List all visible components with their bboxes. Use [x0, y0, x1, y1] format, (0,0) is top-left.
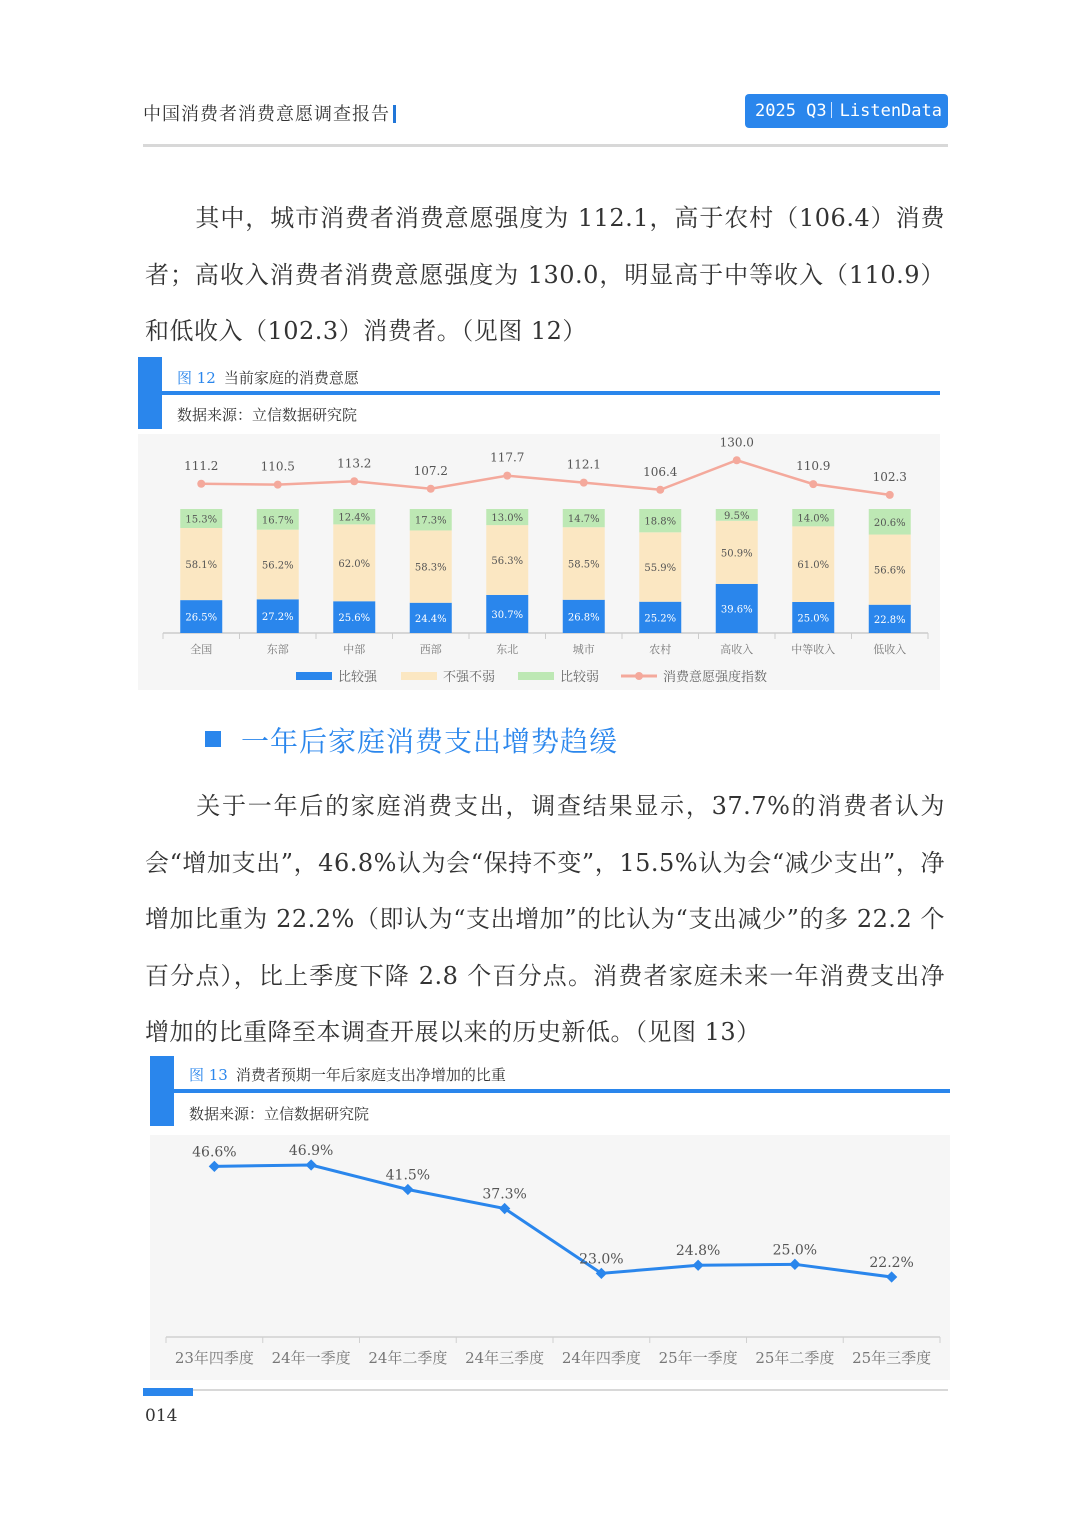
bar-data-label: 25.6% [338, 613, 371, 625]
data-point [305, 1159, 316, 1170]
figure13-rule [174, 1089, 950, 1093]
figure12-rule [162, 391, 940, 395]
header-divider [143, 144, 948, 147]
index-data-label: 110.5 [260, 459, 295, 474]
figure12-header [138, 357, 940, 429]
bar-data-label: 24.4% [414, 613, 447, 625]
figure13-number: 图 13 [189, 1066, 228, 1084]
x-tick-label: 24年一季度 [271, 1349, 351, 1367]
index-point [503, 472, 511, 480]
index-data-label: 130.0 [719, 435, 754, 450]
bar-data-label: 30.7% [491, 609, 524, 621]
bar-data-label: 56.6% [873, 565, 906, 577]
data-label: 37.3% [482, 1186, 527, 1203]
x-tick-label: 西部 [419, 643, 442, 656]
bar-data-label: 12.4% [338, 512, 371, 524]
bar-data-label: 9.5% [724, 510, 750, 522]
bar-data-label: 56.3% [491, 556, 524, 568]
badge-separator [831, 102, 832, 118]
legend-label: 比较强 [338, 670, 378, 685]
footer-divider [143, 1389, 948, 1391]
index-data-label: 102.3 [872, 469, 907, 484]
bar-data-label: 62.0% [338, 558, 371, 570]
index-point [580, 479, 588, 487]
index-data-label: 107.2 [413, 463, 448, 478]
report-title: 中国消费者消费意愿调查报告 [143, 100, 396, 126]
bar-data-label: 15.3% [185, 514, 218, 526]
bar-data-label: 22.8% [873, 614, 906, 626]
x-tick-label: 中等收入 [791, 643, 836, 656]
x-tick-label: 东北 [496, 643, 519, 656]
page-number: 014 [145, 1406, 178, 1426]
x-tick-label: 24年四季度 [561, 1349, 641, 1367]
x-tick-label: 25年一季度 [658, 1349, 738, 1367]
figure13-header [150, 1056, 950, 1126]
index-data-label: 117.7 [490, 450, 525, 465]
data-label: 46.6% [192, 1144, 237, 1161]
data-point [789, 1259, 800, 1270]
index-point [809, 480, 817, 488]
section-heading-text: 一年后家庭消费支出增势趋缓 [241, 725, 619, 758]
title-accent-bar [393, 105, 396, 123]
paragraph-2: 关于一年后的家庭消费支出，调查结果显示，37.7%的消费者认为会“增加支出”，46.8%认为会“保持不变”，15.5%认为会“减少支出”，净增加比重为 22.2%（即认为“支出增加”的比认为“支出减少”的多 22.2 个百分点），比上季度下降 2.8 个百分点。消费者家庭未来一年消费支出净增加的比重降至本调查开展以来的历史新低。（见图 13） [145, 792, 945, 1046]
legend-swatch [518, 672, 554, 680]
index-point [197, 480, 205, 488]
index-point [274, 481, 282, 489]
bar-data-label: 55.9% [644, 563, 677, 575]
data-label: 24.8% [675, 1243, 721, 1260]
legend-label: 消费意愿强度指数 [663, 670, 768, 685]
data-label: 41.5% [385, 1167, 431, 1184]
bar-data-label: 14.7% [567, 514, 600, 526]
bar-data-label: 58.5% [567, 559, 600, 571]
data-label: 23.0% [579, 1251, 624, 1268]
bar-data-label: 27.2% [261, 612, 294, 624]
data-point [209, 1161, 220, 1172]
x-tick-label: 高收入 [720, 643, 754, 656]
x-tick-label: 东部 [266, 643, 289, 656]
x-tick-label: 低收入 [873, 643, 907, 656]
index-data-label: 106.4 [643, 464, 678, 479]
badge-brand: ListenData [839, 101, 942, 121]
data-label: 46.9% [288, 1142, 334, 1159]
legend-label: 不强不弱 [443, 670, 496, 685]
bar-data-label: 17.3% [414, 515, 447, 527]
index-point [886, 491, 894, 499]
period-badge [745, 94, 948, 128]
bar-data-label: 58.1% [185, 560, 218, 572]
bar-data-label: 14.0% [797, 513, 830, 525]
figure13-side-bar [150, 1056, 174, 1126]
index-point [427, 485, 435, 493]
bar-data-label: 13.0% [491, 513, 524, 525]
data-label: 22.2% [869, 1255, 914, 1272]
figure13-title: 图 13 消费者预期一年后家庭支出净增加的比重 [189, 1066, 506, 1084]
bar-data-label: 50.9% [720, 548, 753, 560]
footer-accent-bar [143, 1388, 193, 1396]
figure12-title: 图 12 当前家庭的消费意愿 [177, 369, 359, 387]
bar-data-label: 56.2% [261, 560, 294, 572]
bar-data-label: 20.6% [873, 517, 906, 529]
x-tick-label: 农村 [649, 643, 672, 656]
badge-period: 2025 Q3 [754, 101, 827, 121]
index-data-label: 111.2 [184, 458, 219, 473]
data-label: 25.0% [772, 1242, 818, 1259]
legend-swatch [296, 672, 332, 680]
bar-data-label: 25.0% [797, 613, 830, 625]
bar-data-label: 18.8% [644, 516, 677, 528]
bar-data-label: 58.3% [414, 562, 447, 574]
index-data-label: 112.1 [566, 457, 601, 472]
figure12-source: 数据来源：立信数据研究院 [177, 406, 358, 424]
paragraph-1: 其中，城市消费者消费意愿强度为 112.1，高于农村（106.4）消费者；高收入消费者消费意愿强度为 130.0，明显高于中等收入（110.9）和低收入（102.3）消费者。（见图 12） [145, 204, 945, 345]
x-tick-label: 城市 [572, 643, 595, 656]
index-point [350, 477, 358, 485]
figure12-chart [138, 434, 940, 690]
series-line [214, 1165, 891, 1277]
legend-swatch [401, 672, 437, 680]
x-tick-label: 24年三季度 [465, 1349, 545, 1367]
page-header [143, 92, 948, 130]
x-tick-label: 全国 [190, 643, 213, 656]
index-data-label: 110.9 [796, 459, 831, 474]
x-tick-label: 中部 [343, 643, 366, 656]
x-tick-label: 25年二季度 [755, 1349, 835, 1367]
data-point [886, 1271, 897, 1282]
x-tick-label: 25年三季度 [852, 1349, 932, 1367]
bar-data-label: 39.6% [720, 604, 753, 616]
figure12-side-bar [138, 357, 162, 429]
data-point [692, 1260, 703, 1271]
section-bullet-icon [205, 731, 221, 747]
bar-data-label: 16.7% [261, 515, 294, 527]
bar-data-label: 26.5% [185, 612, 218, 624]
figure13-chart-area [150, 1135, 950, 1380]
figure13-chart [150, 1135, 950, 1380]
x-tick-label: 23年四季度 [174, 1349, 254, 1367]
figure12-chart-area [138, 434, 940, 690]
index-data-label: 113.2 [337, 456, 372, 471]
legend-swatch-point [635, 672, 643, 680]
bar-data-label: 26.8% [567, 612, 600, 624]
x-tick-label: 24年二季度 [368, 1349, 448, 1367]
legend-label: 比较弱 [560, 670, 600, 685]
bar-data-label: 61.0% [797, 560, 830, 572]
data-point [402, 1184, 413, 1195]
figure13-source: 数据来源：立信数据研究院 [189, 1105, 370, 1123]
figure12-number: 图 12 [177, 369, 216, 387]
index-point [656, 486, 664, 494]
bar-data-label: 25.2% [644, 613, 677, 625]
index-point [733, 456, 741, 464]
